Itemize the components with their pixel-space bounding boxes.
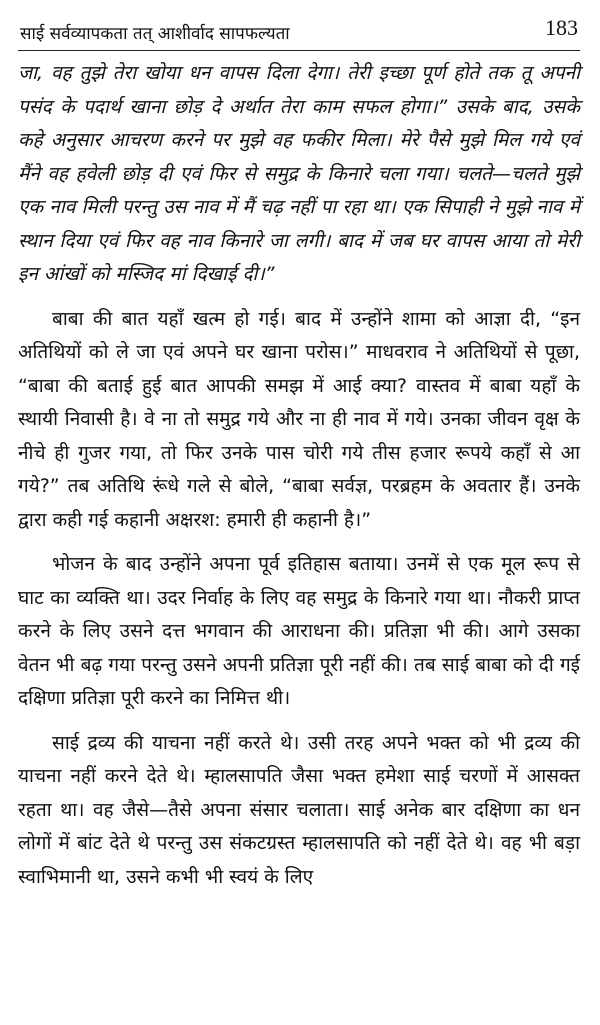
body-text [18,57,580,894]
running-title: साई सर्वव्यापकता तत् आशीर्वाद सापफल्यता [20,24,290,44]
paragraph-mhalsapati: साई द्रव्य की याचना नहीं करते थे। उसी तरह अपने भक्त को भी द्रव्य की याचना नहीं करने देते थे। म्हालसापति जैसा भक्त हमेशा साई चरणों में आसक्त रहता था। वह जैसे—तैसे अपना संसार चलाता। साई अनेक बार दक्षिणा का धन लोगों में बांट देते थे परन्तु उस संकटग्रस्त म्हालसापति को नहीं देते थे। वह भी बड़ा स्वाभिमानी था, उसने कभी भी स्वयं के लिए [18,731,580,888]
paragraph-story-ending: जा, वह तुझे तेरा खोया धन वापस दिला देगा। तेरी इच्छा पूर्ण होते तक तू अपनी पसंद के पदार्थ खाना छोड़ दे अर्थात तेरा काम सफल होगा।” उसके बाद, उसके कहे अनुसार आचरण करने पर मुझे वह फकीर मिला। मेरे पैसे मुझे मिल गये एवं मैंने वह हवेली छोड़ दी एवं फिर से समुद्र के किनारे चला गया। चलते—चलते मुझे एक नाव मिली परन्तु उस नाव में मैं चढ़ नहीं पा रहा था। एक सिपाही ने मुझे नाव में स्थान दिया एवं फिर वह नाव किनारे जा लगी। बाद में जब घर वापस आया तो मेरी इन आंखों को मस्जिद मां दिखाई दी।” [18,62,580,285]
page-number: 183 [545,15,578,40]
page-header [18,0,580,51]
paragraph-guest-history: भोजन के बाद उन्होंने अपना पूर्व इतिहास बताया। उनमें से एक मूल रूप से घाट का व्यक्ति था। उदर निर्वाह के लिए वह समुद्र के किनारे गया था। नौकरी प्राप्त करने के लिए उसने दत्त भगवान की आराधना की। प्रतिज्ञा भी की। आगे उसका वेतन भी बढ़ गया परन्तु उसने अपनी प्रतिज्ञा पूरी नहीं की। तब साई बाबा को दी गई दक्षिणा प्रतिज्ञा पूरी करने का निमित्त थी। [18,553,580,709]
paragraph-baba-story-end: बाबा की बात यहाँ खत्म हो गई। बाद में उन्होंने शामा को आज्ञा दी, “इन अतिथियों को ले जा एवं अपने घर खाना परोस।” माधवराव ने अतिथियों से पूछा, “बाबा की बताई हुई बात आपकी समझ में आई क्या? वास्तव में बाबा यहाँ के स्थायी निवासी है। वे ना तो समुद्र गये और ना ही नाव में गये। उनका जीवन वृक्ष के नीचे ही गुजर गया, तो फिर उनके पास चोरी गये तीस हजार रूपये कहाँ से आ गये?” तब अतिथि रूंधे गले से बोले, “बाबा सर्वज्ञ, परब्रहम के अवतार हैं। उनके द्वारा कही गई कहानी अक्षरश: हमारी ही कहानी है।” [18,307,580,531]
